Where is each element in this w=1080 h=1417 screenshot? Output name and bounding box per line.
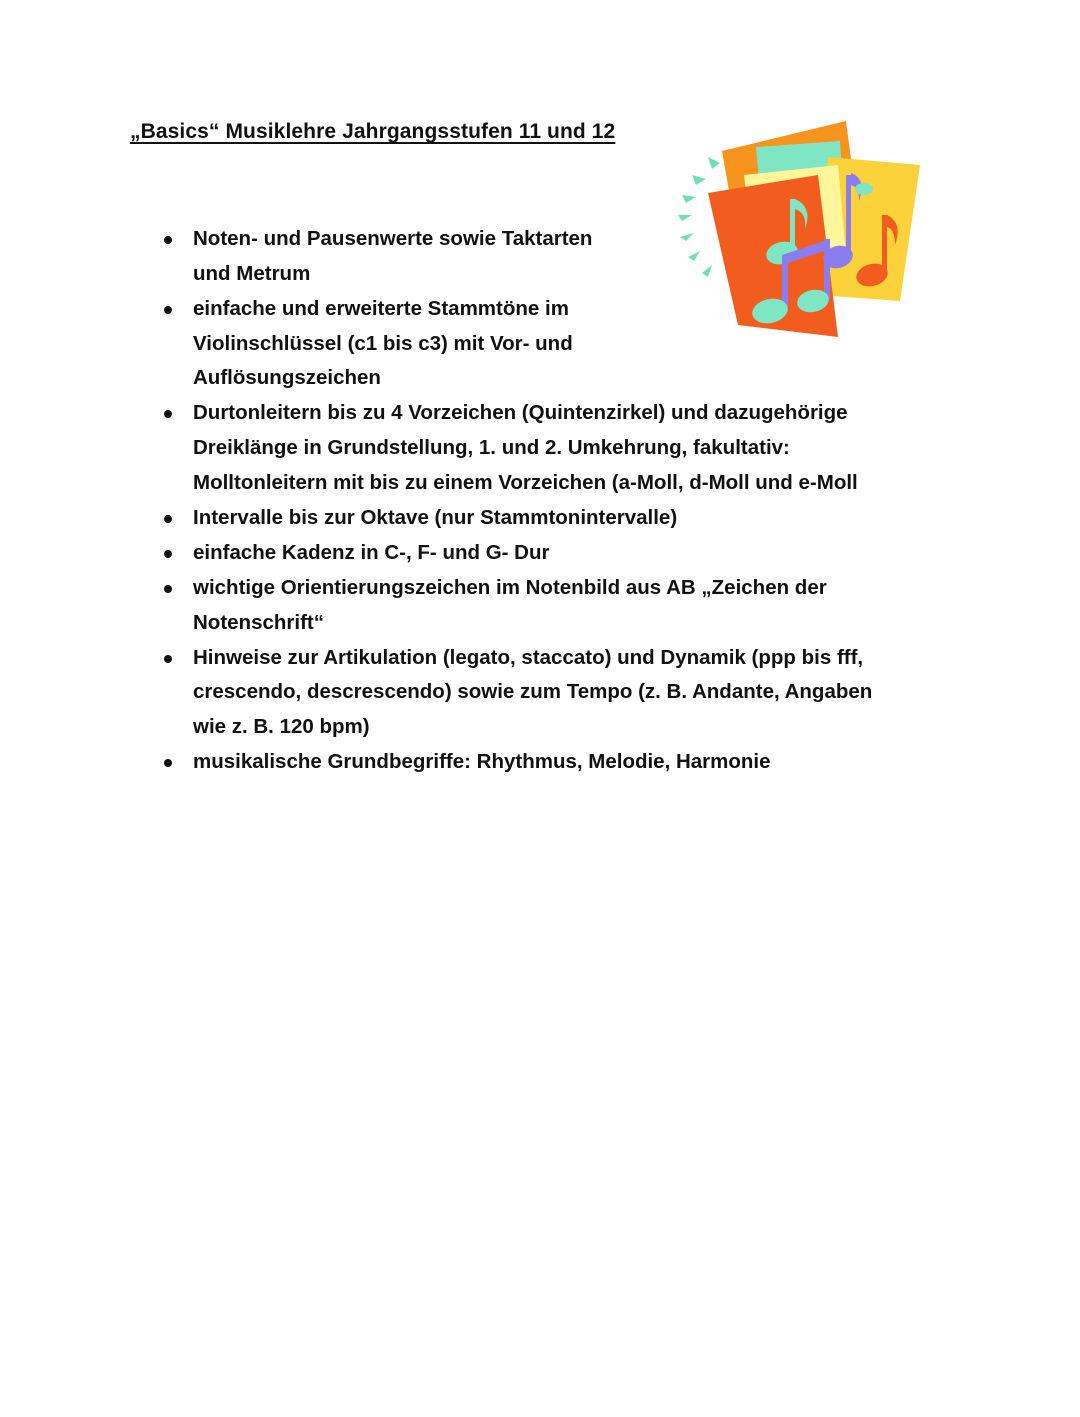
page-title: „Basics“ Musiklehre Jahrgangsstufen 11 und 12 [130, 120, 616, 143]
list-item-line: Noten- und Pausenwerte sowie Taktarten [193, 227, 593, 250]
list-item-line: und Metrum [193, 261, 311, 285]
list-item-line: Molltonleitern mit bis zu einem Vorzeichen (a-Moll, d-Moll und e-Moll [193, 470, 858, 494]
topic-list [160, 222, 872, 780]
list-item-line: Auflösungszeichen [193, 366, 381, 390]
list-item-line: Durtonleitern bis zu 4 Vorzeichen (Quintenzirkel) und dazugehörige [193, 401, 848, 425]
bullet-icon [164, 306, 172, 314]
list-item-line: einfache Kadenz in C-, F- und G- Dur [193, 540, 550, 564]
list-item-line: Violinschlüssel (c1 bis c3) mit Vor- und [193, 331, 573, 355]
bullet-icon [164, 410, 172, 418]
list-item-line: einfache und erweiterte Stammtöne im [193, 296, 569, 320]
list-item [160, 292, 872, 396]
bullet-icon [164, 759, 172, 767]
list-item [160, 222, 872, 291]
list-item-line: Intervalle bis zur Oktave (nur Stammtonintervalle) [193, 505, 678, 529]
list-item [160, 536, 872, 571]
list-item [160, 571, 872, 640]
list-item-line: wichtige Orientierungszeichen im Notenbild aus AB „Zeichen der [193, 575, 827, 599]
bullet-icon [164, 515, 172, 523]
list-item-line: musikalische Grundbegriffe: Rhythmus, Melodie, Harmonie [193, 750, 771, 774]
list-item-line: wie z. B. 120 bpm) [193, 715, 370, 739]
bullet-icon [164, 550, 172, 558]
bullet-icon [164, 236, 172, 244]
list-item [160, 501, 872, 536]
list-item [160, 745, 872, 780]
list-item-line: Notenschrift“ [193, 610, 324, 634]
bullet-icon [164, 585, 172, 593]
list-item-line: Dreiklänge in Grundstellung, 1. und 2. Umkehrung, fakultativ: [193, 436, 790, 459]
list-item-line: Hinweise zur Artikulation (legato, staccato) und Dynamik (ppp bis fff, [193, 645, 864, 669]
list-item [160, 396, 872, 500]
list-item-line: crescendo, descrescendo) sowie zum Tempo (z. B. Andante, Angaben [193, 680, 873, 704]
bullet-icon [164, 655, 172, 663]
list-item [160, 641, 872, 745]
